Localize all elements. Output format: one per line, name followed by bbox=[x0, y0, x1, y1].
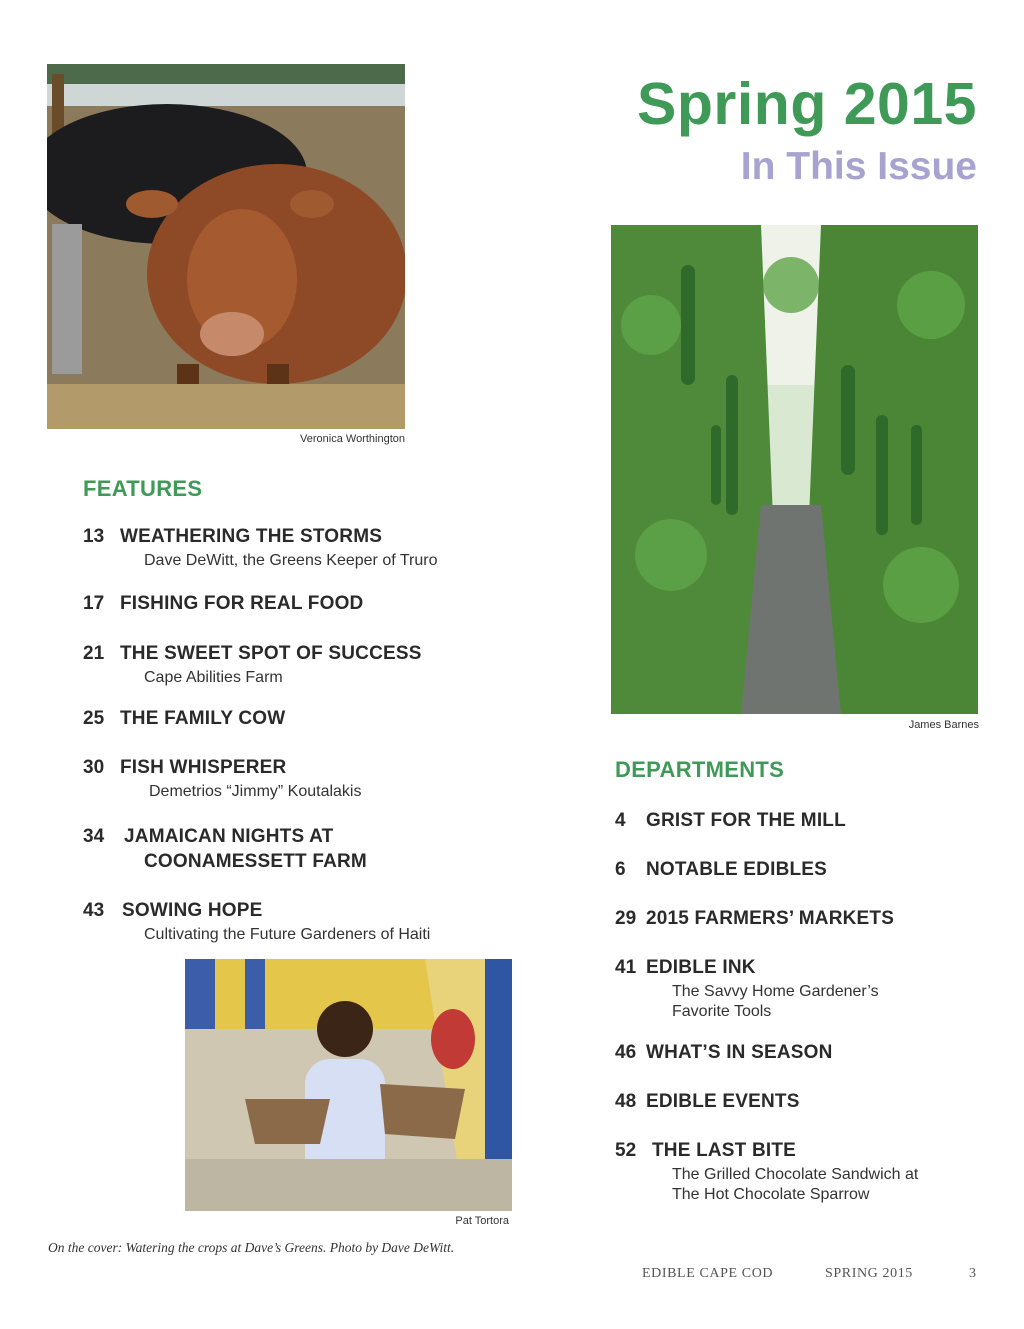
feature-title: JAMAICAN NIGHTS AT bbox=[124, 826, 334, 847]
feature-page-number: 17 bbox=[83, 593, 105, 614]
department-item[interactable] bbox=[615, 810, 846, 832]
departments-heading: DEPARTMENTS bbox=[615, 757, 785, 782]
department-page-number: 48 bbox=[615, 1091, 637, 1112]
feature-title: FISHING FOR REAL FOOD bbox=[120, 593, 364, 614]
department-page-number: 6 bbox=[615, 859, 626, 880]
feature-title: WEATHERING THE STORMS bbox=[120, 526, 383, 547]
feature-item[interactable] bbox=[83, 526, 437, 571]
feature-page-number: 25 bbox=[83, 708, 105, 729]
department-page-number: 41 bbox=[615, 957, 637, 978]
department-subtitle-line2: The Hot Chocolate Sparrow bbox=[672, 1186, 870, 1203]
department-subtitle: The Savvy Home Gardener’s bbox=[672, 983, 879, 1000]
department-item[interactable] bbox=[615, 1091, 800, 1113]
department-title: EDIBLE EVENTS bbox=[646, 1091, 800, 1112]
department-page-number: 4 bbox=[615, 810, 626, 831]
features-heading: FEATURES bbox=[83, 476, 203, 501]
cow-photo bbox=[47, 64, 405, 429]
department-title: THE LAST BITE bbox=[652, 1140, 797, 1161]
cow-photo-credit: Veronica Worthington bbox=[300, 433, 405, 445]
feature-title: FISH WHISPERER bbox=[120, 757, 287, 778]
feature-page-number: 30 bbox=[83, 757, 105, 778]
feature-subtitle: Dave DeWitt, the Greens Keeper of Truro bbox=[144, 552, 438, 569]
feature-subtitle: Cape Abilities Farm bbox=[144, 669, 283, 686]
department-title: NOTABLE EDIBLES bbox=[646, 859, 828, 880]
feature-page-number: 43 bbox=[83, 900, 105, 921]
cucumber-greenhouse-photo bbox=[611, 225, 978, 714]
haiti-gardeners-photo bbox=[185, 959, 512, 1211]
department-page-number: 29 bbox=[615, 908, 637, 929]
feature-item[interactable] bbox=[83, 757, 361, 802]
department-item[interactable] bbox=[615, 957, 879, 1022]
feature-page-number: 21 bbox=[83, 643, 105, 664]
feature-page-number: 13 bbox=[83, 526, 105, 547]
department-title: 2015 FARMERS’ MARKETS bbox=[646, 908, 895, 929]
feature-title: THE FAMILY COW bbox=[120, 708, 286, 729]
page-subtitle: In This Issue bbox=[740, 145, 977, 188]
footer-issue: SPRING 2015 bbox=[825, 1266, 913, 1281]
page-title: Spring 2015 bbox=[637, 71, 977, 137]
department-subtitle: The Grilled Chocolate Sandwich at bbox=[672, 1166, 919, 1183]
department-page-number: 52 bbox=[615, 1140, 637, 1161]
department-item[interactable] bbox=[615, 1140, 918, 1205]
department-item[interactable] bbox=[615, 859, 827, 881]
cucumber-photo-credit: James Barnes bbox=[908, 719, 979, 731]
feature-title: SOWING HOPE bbox=[122, 900, 263, 921]
department-item[interactable] bbox=[615, 908, 894, 930]
feature-item[interactable] bbox=[83, 708, 285, 730]
department-subtitle-line2: Favorite Tools bbox=[672, 1003, 772, 1020]
feature-item[interactable] bbox=[83, 593, 363, 615]
feature-title: THE SWEET SPOT OF SUCCESS bbox=[120, 643, 422, 664]
feature-item[interactable] bbox=[83, 826, 367, 873]
cover-photo-note: On the cover: Watering the crops at Dave’s Greens. Photo by Dave DeWitt. bbox=[48, 1240, 455, 1255]
department-title: WHAT’S IN SEASON bbox=[646, 1042, 833, 1063]
footer-publication: EDIBLE CAPE COD bbox=[642, 1266, 774, 1281]
page-number: 3 bbox=[969, 1266, 977, 1281]
feature-item[interactable] bbox=[83, 643, 422, 688]
department-page-number: 46 bbox=[615, 1042, 637, 1063]
department-title: GRIST FOR THE MILL bbox=[646, 810, 846, 831]
department-item[interactable] bbox=[615, 1042, 833, 1064]
feature-subtitle: Demetrios “Jimmy” Koutalakis bbox=[149, 783, 362, 800]
department-title: EDIBLE INK bbox=[646, 957, 756, 978]
feature-item[interactable] bbox=[83, 900, 430, 945]
feature-title-line2: COONAMESSETT FARM bbox=[144, 851, 367, 872]
feature-subtitle: Cultivating the Future Gardeners of Haiti bbox=[144, 926, 431, 943]
feature-page-number: 34 bbox=[83, 826, 105, 847]
haiti-photo-credit: Pat Tortora bbox=[455, 1215, 509, 1227]
